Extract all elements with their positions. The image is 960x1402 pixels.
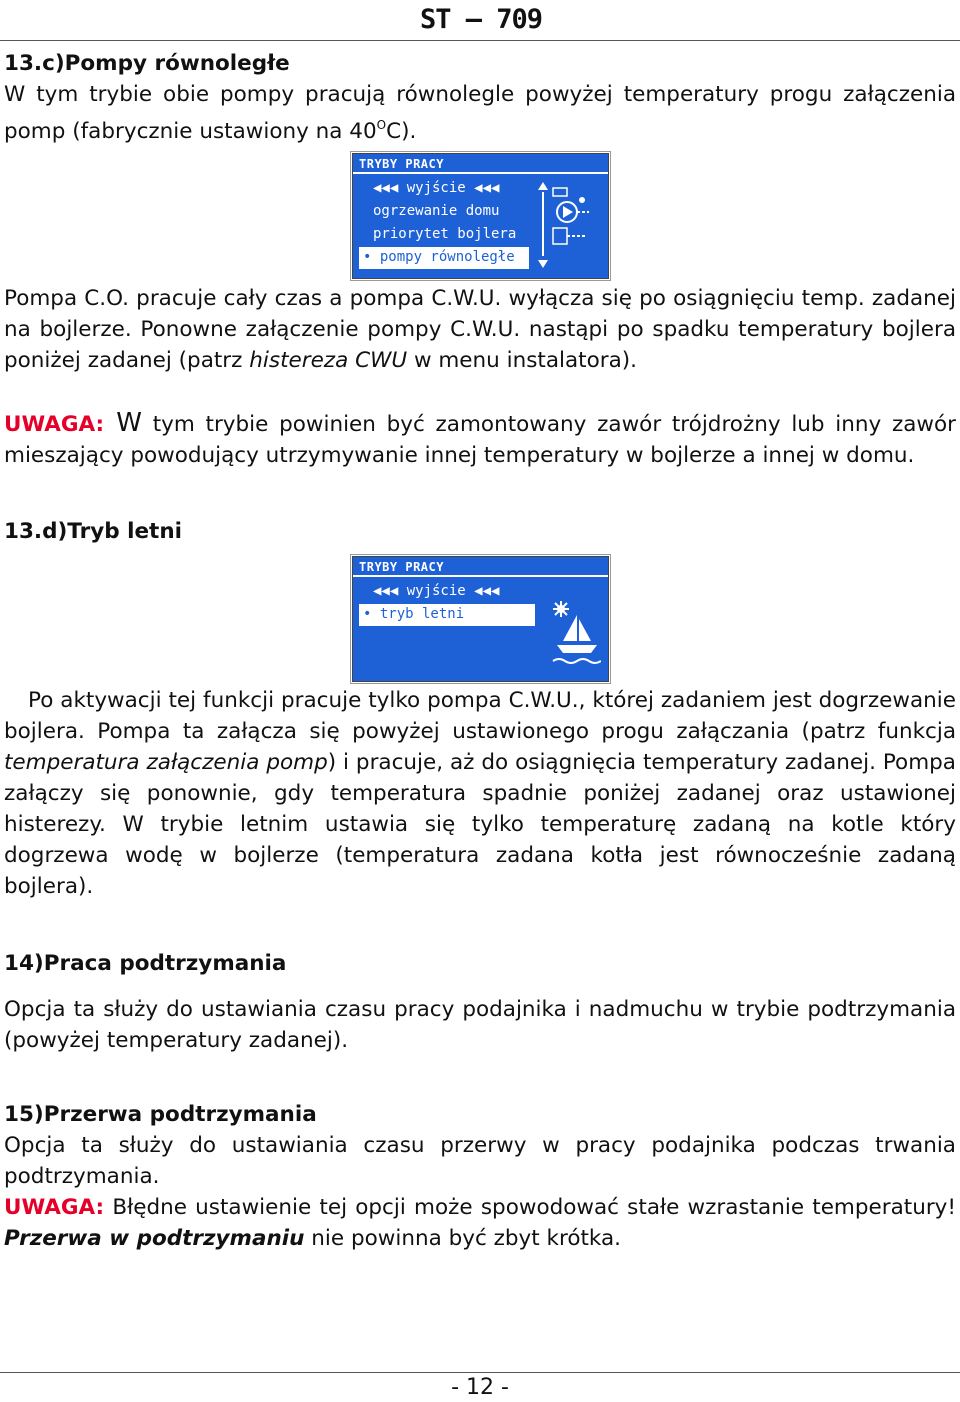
warning-text: tym trybie powinien być zamontowany zawór trójdrożny lub inny zawór mieszający powodujący utrzymywanie innej temperatury w bojlerze a innej w domu. (4, 412, 956, 468)
warning-emphasis: Przerwa w podtrzymaniu (4, 1226, 305, 1251)
screen-title: TRYBY PRACY (359, 157, 444, 171)
description-text: Pompa C.O. pracuje cały czas a pompa C.W.U. wyłącza się po osiągnięciu temp. zadanej na bojlerze. Ponowne załączenie pompy C.W.U. nastąpi po spadku temperatury bojlera poniżej zadanej (patrz (4, 286, 956, 373)
degree-mark: O (376, 118, 387, 132)
warning-label: UWAGA: (4, 1195, 105, 1220)
intro-text-end: C). (386, 119, 417, 144)
menu-item-boiler-priority: priorytet bojlera (373, 226, 517, 242)
page-number: - 12 - (451, 1375, 509, 1400)
section-14-heading: 14)Praca podtrzymania (4, 951, 287, 976)
warning-text: Błędne ustawienie tej opcji może spowodować stałe wzrastanie temperatury! (104, 1195, 956, 1220)
warning-text-end: nie powinna być zbyt krótka. (304, 1226, 622, 1251)
selected-item-label: • pompy równoległe (363, 249, 515, 265)
menu-item-parallel-pumps-selected (359, 247, 529, 269)
sun-boat-icon (549, 597, 601, 677)
page-header (0, 2, 960, 42)
controller-screen-summer-mode (352, 556, 609, 682)
footer-divider (0, 1372, 960, 1373)
warning-label: UWAGA: (4, 412, 105, 437)
menu-item-summer-mode-selected (359, 604, 535, 626)
screen-divider (353, 575, 608, 577)
hysteresis-term: histereza CWU (249, 348, 408, 373)
section-15-heading: 15)Przerwa podtrzymania (4, 1102, 317, 1127)
section-13d-description (4, 685, 956, 902)
section-13c-intro (4, 79, 956, 147)
menu-item-exit: ◀◀◀ wyjście ◀◀◀ (373, 180, 500, 196)
section-14-description: Opcja ta służy do ustawiania czasu pracy podajnika i nadmuchu w trybie podtrzymania (powyżej temperatury zadanej). (4, 997, 956, 1053)
screen-title: TRYBY PRACY (359, 560, 444, 574)
section-13c-warning (4, 408, 956, 471)
section-13d-heading: 13.d)Tryb letni (4, 519, 183, 544)
selected-item-label: • tryb letni (363, 606, 465, 622)
section-13c-description (4, 283, 956, 376)
warning-initial: W (104, 408, 142, 438)
pump-activation-term: temperatura załączenia pomp (4, 750, 328, 775)
description-text-end: ) i pracuje, aż do osiągnięcia temperatury zadanej. Pompa załączy się ponownie, gdy temperatura spadnie poniżej zadanej oraz ustawionej histerezy. W trybie letnim ustawia się tylko temperaturę zadaną na kotle który dogrzewa wodę w bojlerze (temperatura zadana kotła jest równocześnie zadaną bojlera). (4, 750, 956, 899)
header-divider (0, 40, 960, 41)
menu-item-exit: ◀◀◀ wyjście ◀◀◀ (373, 583, 500, 599)
controller-screen-parallel-pumps (352, 153, 609, 279)
section-15-description: Opcja ta służy do ustawiania czasu przerwy w pracy podajnika podczas trwania podtrzymania. (4, 1133, 956, 1189)
pump-schematic-icon (537, 178, 599, 274)
document-title: ST – 709 (420, 4, 543, 35)
description-text: Po aktywacji tej funkcji pracuje tylko pompa C.W.U., której zadaniem jest dogrzewanie bojlera. Pompa ta załącza się powyżej ustawionego progu załączania (patrz funkcja (4, 688, 956, 744)
description-text-end: w menu instalatora). (407, 348, 637, 373)
intro-text: W tym trybie obie pompy pracują równolegle powyżej temperatury progu załączenia pomp (fabrycznie ustawiony na 40 (4, 82, 956, 144)
section-15-warning (4, 1192, 956, 1254)
section-13c-heading: 13.c)Pompy równoległe (4, 51, 290, 76)
menu-item-home-heating: ogrzewanie domu (373, 203, 500, 219)
screen-divider (353, 172, 608, 174)
